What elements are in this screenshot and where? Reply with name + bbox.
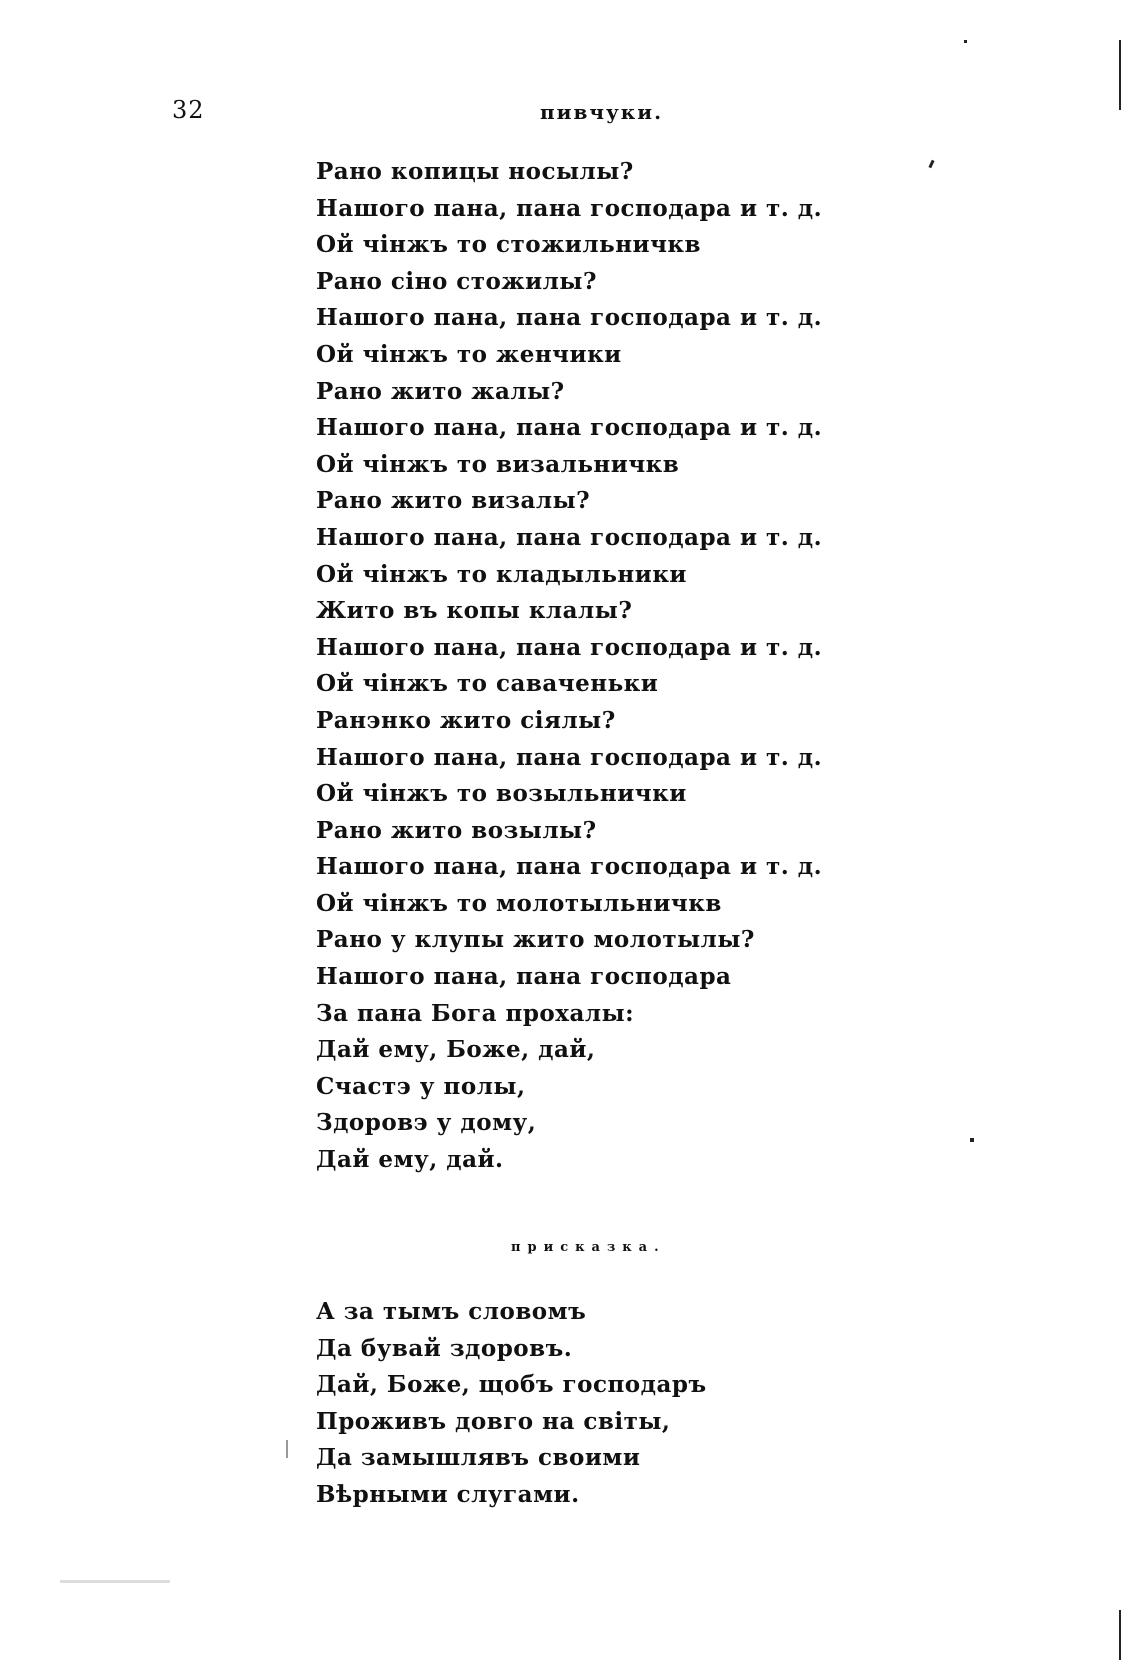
poem-line: Рано жито возылы? [316, 816, 597, 844]
poem-line: Ой чiнжъ то возыльнички [316, 780, 687, 808]
scan-speck [964, 40, 967, 43]
poem-line: Нашого пана, пана господара и т. д. [316, 523, 823, 551]
poem-line: Дай ему, дай. [316, 1146, 504, 1174]
section-title: присказка. [511, 1240, 666, 1255]
poem-line: Ой чiнжъ то саваченьки [316, 670, 659, 698]
poem-line: Нашого пана, пана господара и т. д. [316, 304, 823, 332]
poem-line: Рано сiно стожилы? [316, 267, 597, 295]
poem-line: Рано копицы носылы? [316, 158, 634, 185]
prykazka-poem [316, 1294, 707, 1514]
scan-speck [970, 1138, 974, 1142]
poem-line: Здоровэ у дому, [316, 1109, 537, 1137]
poem-line: Счастэ у полы, [316, 1072, 526, 1100]
poem-line: Жито въ копы клалы? [316, 597, 633, 625]
scan-edge-mark [1119, 1610, 1121, 1660]
poem-line: Дай, Боже, щобъ господаръ [316, 1371, 707, 1399]
poem-line: За пана Бога прохалы: [316, 999, 635, 1027]
poem-line: Ой чiнжъ то женчики [316, 340, 622, 368]
poem [316, 154, 822, 1179]
page-number: 32 [172, 96, 205, 124]
poem-line: Да бувай здоровъ. [316, 1334, 573, 1362]
poem-line: Рано жито жалы? [316, 377, 565, 405]
poem-line: Ранэнко жито сiялы? [316, 706, 616, 734]
poem-line: Нашого пана, пана господара и т. д. [316, 414, 823, 442]
poem-line: Рано у клупы жито молотылы? [316, 926, 755, 954]
poem-line: Ой чiнжъ то стожильничкв [316, 231, 702, 259]
poem-line: Нашого пана, пана господара и т. д. [316, 743, 823, 771]
scan-speck [928, 160, 934, 169]
scan-edge-mark [1119, 40, 1121, 110]
poem-line: Дай ему, Боже, дай, [316, 1036, 596, 1064]
poem-line: Рано жито визалы? [316, 487, 591, 515]
poem-line: Нашого пана, пана господара и т. д. [316, 194, 823, 222]
scan-smudge [60, 1580, 170, 1583]
poem-line: Нашого пана, пана господара и т. д. [316, 633, 823, 661]
poem-line: А за тымъ словомъ [316, 1298, 587, 1325]
poem-line: Нашого пана, пана господара [316, 963, 732, 991]
poem-line: Вѣрными слугами. [316, 1480, 580, 1508]
poem-line: Ой чiнжъ то кладыльники [316, 560, 687, 588]
poem-line: Да замышлявъ своими [316, 1444, 641, 1472]
poem-line: Ой чiнжъ то молотыльничкв [316, 889, 722, 917]
running-head: пивчуки. [540, 100, 664, 124]
poem-line: Проживъ довго на свiты, [316, 1407, 671, 1435]
poem-line: Нашого пана, пана господара и т. д. [316, 853, 823, 881]
poem-line: Ой чiнжъ то визальничкв [316, 450, 680, 478]
scan-speck [286, 1440, 288, 1458]
